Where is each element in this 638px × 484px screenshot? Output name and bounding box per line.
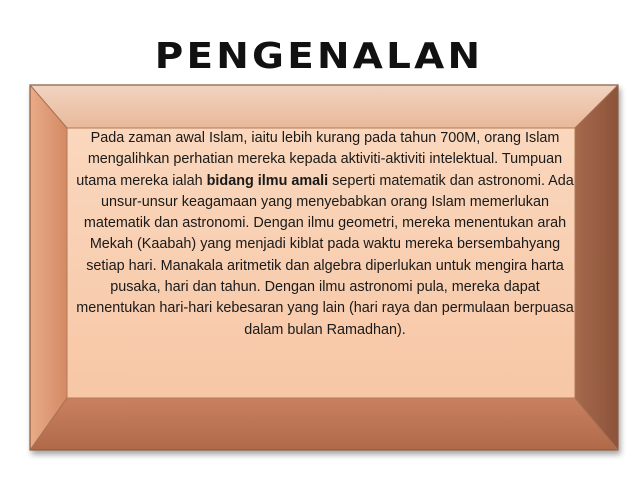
slide-title: PENGENALAN bbox=[154, 36, 484, 77]
bevel-top bbox=[30, 85, 618, 128]
bold-phrase: bidang ilmu amali bbox=[206, 172, 329, 189]
bevel-left bbox=[30, 85, 67, 450]
paragraph-text-start: Pada zaman awal Islam, iaitu lebih kurang pada tahun 700M, orang Islam mengalihkan perhatian mereka kepada aktiviti-aktiviti intelektual. Tumpuan utama mereka ialah bbox=[76, 130, 563, 189]
bevel-right bbox=[575, 85, 618, 450]
bevel-bottom bbox=[30, 398, 618, 450]
paragraph-text-end: seperti matematik dan astronomi. Ada unsur-unsur keagamaan yang menyebabkan orang Islam memerlukan matematik dan astronomi. Dengan ilmu geometri, mereka menentukan arah Mekah (Kaabah) yang menjadi kiblat pada waktu mereka bersembahyang setiap hari. Manakala aritmetik dan algebra diperlukan untuk mengira harta pusaka, hari dan tahun. Dengan ilmu astronomi pula, mereka dapat menentukan hari-hari kebesaran yang lain (hari raya dan permulaan berpuasa dalam bulan Ramadhan). bbox=[76, 172, 574, 338]
body-paragraph bbox=[75, 128, 575, 341]
